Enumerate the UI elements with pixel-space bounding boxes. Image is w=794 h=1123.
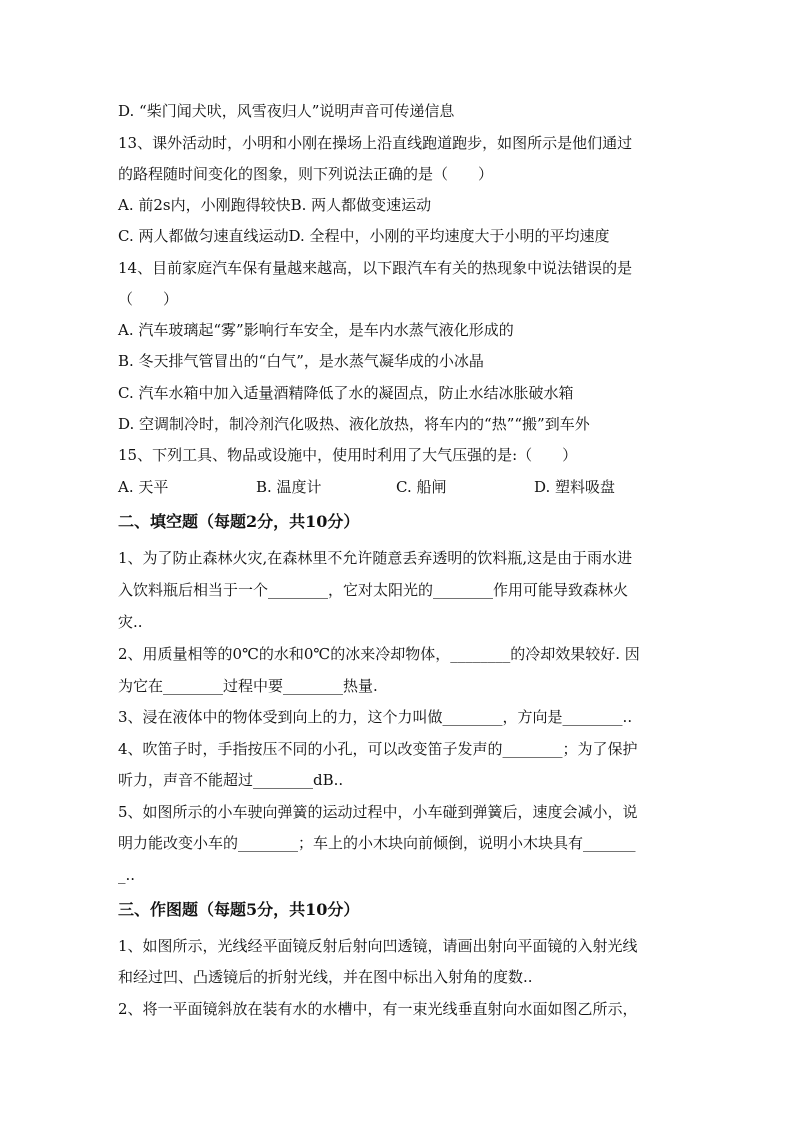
q14-option-d: D. 空调制冷时，制冷剂汽化吸热、液化放热，将车内的“热”“搬”到车外: [118, 415, 590, 433]
s2-q5-line-3: _..: [118, 866, 136, 884]
s2-q2-line-2: 为它在________过程中要________热量.: [118, 677, 378, 695]
s2-q2-line-1: 2、用质量相等的0℃的水和0℃的冰来冷却物体，________的冷却效果较好. 因: [118, 645, 640, 663]
s3-q1-line-1: 1、如图所示，光线经平面镜反射后射向凹透镜，请画出射向平面镜的入射光线: [118, 937, 638, 955]
q14-stem-line-2: （ ）: [118, 290, 179, 308]
q15-option-d: D. 塑料吸盘: [534, 478, 616, 496]
s2-q5-line-1: 5、如图所示的小车驶向弹簧的运动过程中，小车碰到弹簧后，速度会减小，说: [118, 803, 638, 821]
s2-q1-line-2: 入饮料瓶后相当于一个________，它对太阳光的________作用可能导致森林火: [118, 581, 629, 599]
s3-q1-line-2: 和经过凹、凸透镜后的折射光线，并在图中标出入射角的度数..: [118, 968, 533, 986]
q15-stem: 15、下列工具、物品或设施中，使用时利用了大气压强的是:（ ）: [118, 446, 578, 464]
q12-option-d: D. “柴门闻犬吠，风雪夜归人”说明声音可传递信息: [118, 102, 455, 120]
q13-stem-line-2: 的路程随时间变化的图象，则下列说法正确的是（ ）: [118, 165, 494, 183]
q14-option-c: C. 汽车水箱中加入适量酒精降低了水的凝固点，防止水结冰胀破水箱: [118, 384, 574, 402]
q15-option-a: A. 天平: [118, 478, 169, 496]
q14-option-a: A. 汽车玻璃起“雾”影响行车安全，是车内水蒸气液化形成的: [118, 321, 514, 339]
s2-q4-line-2: 听力，声音不能超过________dB..: [118, 771, 344, 789]
q13-options-cd: C. 两人都做匀速直线运动D. 全程中，小刚的平均速度大于小明的平均速度: [118, 227, 610, 245]
q15-option-c: C. 船闸: [396, 478, 447, 496]
s3-q2-line-1: 2、将一平面镜斜放在装有水的水槽中，有一束光线垂直射向水面如图乙所示，: [118, 1000, 638, 1018]
q14-option-b: B. 冬天排气管冒出的“白气”，是水蒸气凝华成的小冰晶: [118, 352, 484, 370]
q14-stem-line-1: 14、目前家庭汽车保有量越来越高，以下跟汽车有关的热现象中说法错误的是: [118, 259, 633, 277]
q13-stem-line-1: 13、课外活动时，小明和小刚在操场上沿直线跑道跑步，如图所示是他们通过: [118, 134, 633, 152]
s2-q1-line-3: 灾..: [118, 613, 143, 631]
s2-q3-line-1: 3、浸在液体中的物体受到向上的力，这个力叫做________，方向是________..: [118, 708, 633, 726]
section-3-title: 三、作图题（每题5分，共10分）: [118, 900, 360, 919]
q15-option-b: B. 温度计: [256, 478, 322, 496]
s2-q1-line-1: 1、为了防止森林火灾,在森林里不允许随意丢弃透明的饮料瓶,这是由于雨水进: [118, 549, 633, 567]
s2-q5-line-2: 明力能改变小车的________；车上的小木块向前倾倒，说明小木块具有_______: [118, 834, 636, 852]
s2-q4-line-1: 4、吹笛子时，手指按压不同的小孔，可以改变笛子发声的________；为了保护: [118, 740, 638, 758]
q13-options-ab: A. 前2s内，小刚跑得较快B. 两人都做变速运动: [118, 196, 432, 214]
section-2-title: 二、填空题（每题2分，共10分）: [118, 512, 360, 531]
